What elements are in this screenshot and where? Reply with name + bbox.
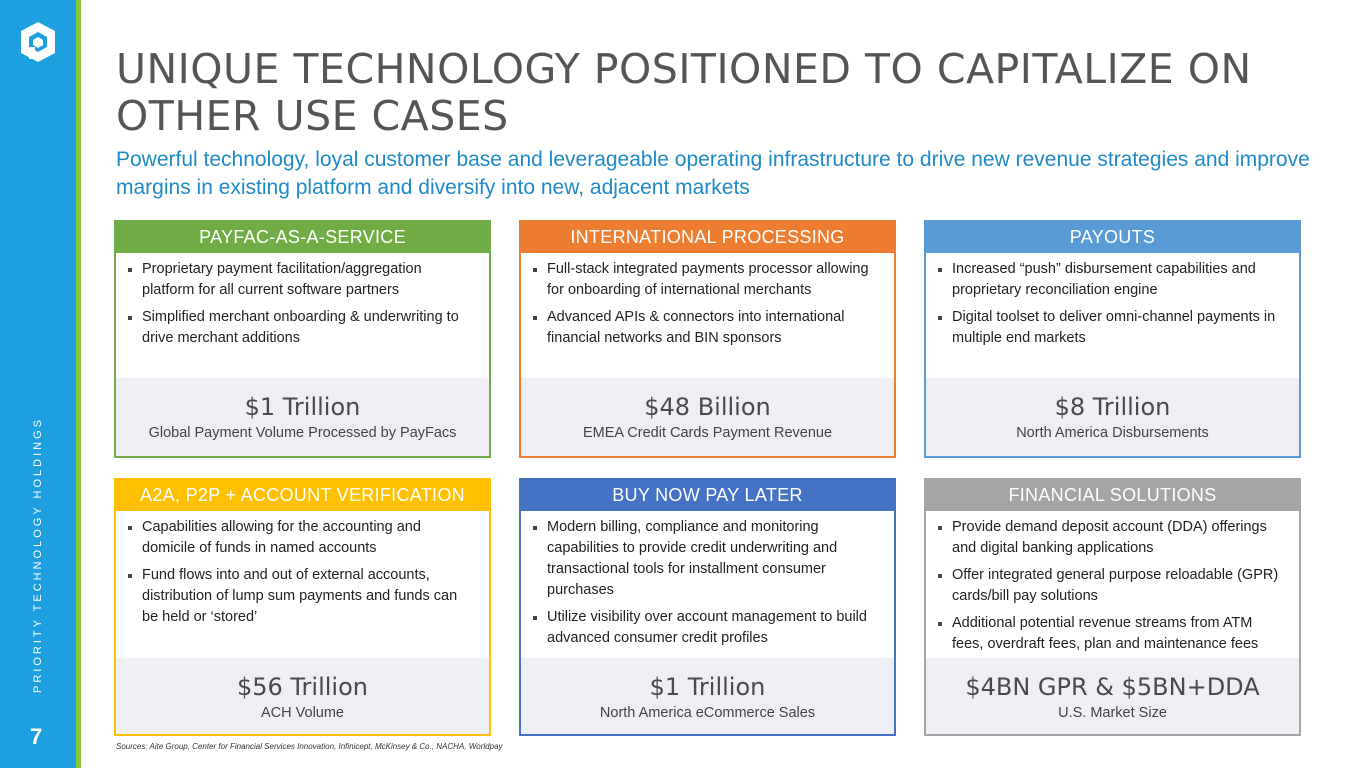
card-metric-value: $48 Billion xyxy=(644,393,771,421)
card-bullet-list xyxy=(938,259,1285,349)
card-metric-value: $1 Trillion xyxy=(244,393,361,421)
card-body xyxy=(521,253,894,380)
card-bullet: Proprietary payment facilitation/aggregation platform for all current software partners xyxy=(128,259,475,301)
card-header: A2A, P2P + ACCOUNT VERIFICATION xyxy=(116,480,489,511)
card-bullet: Provide demand deposit account (DDA) offerings and digital banking applications xyxy=(938,517,1285,559)
card-metric-value: $8 Trillion xyxy=(1054,393,1171,421)
card-bullet: Additional potential revenue streams from ATM fees, overdraft fees, plan and maintenance fees xyxy=(938,613,1285,655)
card-metric xyxy=(521,658,894,734)
card-metric-caption: ACH Volume xyxy=(260,705,344,721)
use-case-card xyxy=(114,478,491,736)
card-bullet: Increased “push” disbursement capabilities and proprietary reconciliation engine xyxy=(938,259,1285,301)
card-metric xyxy=(521,378,894,456)
card-bullet: Utilize visibility over account management to build advanced consumer credit profiles xyxy=(533,607,880,649)
page-title: UNIQUE TECHNOLOGY POSITIONED TO CAPITALIZE ON OTHER USE CASES xyxy=(116,45,1252,140)
company-name-vertical: PRIORITY TECHNOLOGY HOLDINGS xyxy=(32,417,44,693)
card-header: BUY NOW PAY LATER xyxy=(521,480,894,511)
card-bullet: Offer integrated general purpose reloadable (GPR) cards/bill pay solutions xyxy=(938,565,1285,607)
card-body xyxy=(926,253,1299,380)
use-case-card xyxy=(114,220,491,458)
card-metric-caption: Global Payment Volume Processed by PayFacs xyxy=(148,425,457,441)
sources-footnote: Sources: Aite Group, Center for Financial Services Innovation, Infinicept, McKinsey & Co., NACHA, Worldpay xyxy=(116,742,503,751)
card-bullet-list xyxy=(938,517,1285,655)
card-metric-caption: U.S. Market Size xyxy=(1058,705,1167,721)
card-bullet: Simplified merchant onboarding & underwriting to drive merchant additions xyxy=(128,307,475,349)
card-header: INTERNATIONAL PROCESSING xyxy=(521,222,894,253)
card-bullet: Modern billing, compliance and monitoring capabilities to provide credit underwriting and transactional tools for installment consumer purchases xyxy=(533,517,880,601)
card-metric-caption: EMEA Credit Cards Payment Revenue xyxy=(582,425,833,441)
page-number: 7 xyxy=(30,724,43,749)
card-body xyxy=(116,253,489,380)
use-case-card xyxy=(924,220,1301,458)
sidebar-accent-stripe xyxy=(76,0,81,768)
card-bullet-list xyxy=(128,517,475,628)
card-metric xyxy=(116,378,489,456)
card-bullet: Capabilities allowing for the accounting and domicile of funds in named accounts xyxy=(128,517,475,559)
card-metric xyxy=(926,378,1299,456)
priority-logo-icon xyxy=(18,20,58,64)
card-bullet-list xyxy=(533,517,880,649)
sidebar xyxy=(0,0,76,768)
card-metric-value: $56 Trillion xyxy=(236,673,368,701)
card-bullet: Advanced APIs & connectors into international financial networks and BIN sponsors xyxy=(533,307,880,349)
card-header: PAYFAC-AS-A-SERVICE xyxy=(116,222,489,253)
card-bullet: Full-stack integrated payments processor allowing for onboarding of international merchants xyxy=(533,259,880,301)
card-metric xyxy=(926,658,1299,734)
card-bullet: Fund flows into and out of external accounts, distribution of lump sum payments and funds can be held or ‘stored’ xyxy=(128,565,475,628)
use-case-card xyxy=(519,478,896,736)
card-bullet: Digital toolset to deliver omni-channel payments in multiple end markets xyxy=(938,307,1285,349)
card-header: FINANCIAL SOLUTIONS xyxy=(926,480,1299,511)
use-case-card xyxy=(924,478,1301,736)
card-metric-value: $4BN GPR & $5BN+DDA xyxy=(965,673,1260,701)
card-metric-caption: North America eCommerce Sales xyxy=(599,705,816,721)
card-body xyxy=(116,511,489,660)
card-metric-caption: North America Disbursements xyxy=(1016,425,1209,441)
page-subtitle: Powerful technology, loyal customer base and leverageable operating infrastructure to drive new revenue strategies and improve margins in existing platform and diversify into new, adjacent markets xyxy=(116,148,1310,199)
card-metric-value: $1 Trillion xyxy=(649,673,766,701)
card-body xyxy=(926,511,1299,660)
card-bullet-list xyxy=(128,259,475,349)
card-header: PAYOUTS xyxy=(926,222,1299,253)
card-body xyxy=(521,511,894,660)
use-case-card xyxy=(519,220,896,458)
card-bullet-list xyxy=(533,259,880,349)
card-metric xyxy=(116,658,489,734)
